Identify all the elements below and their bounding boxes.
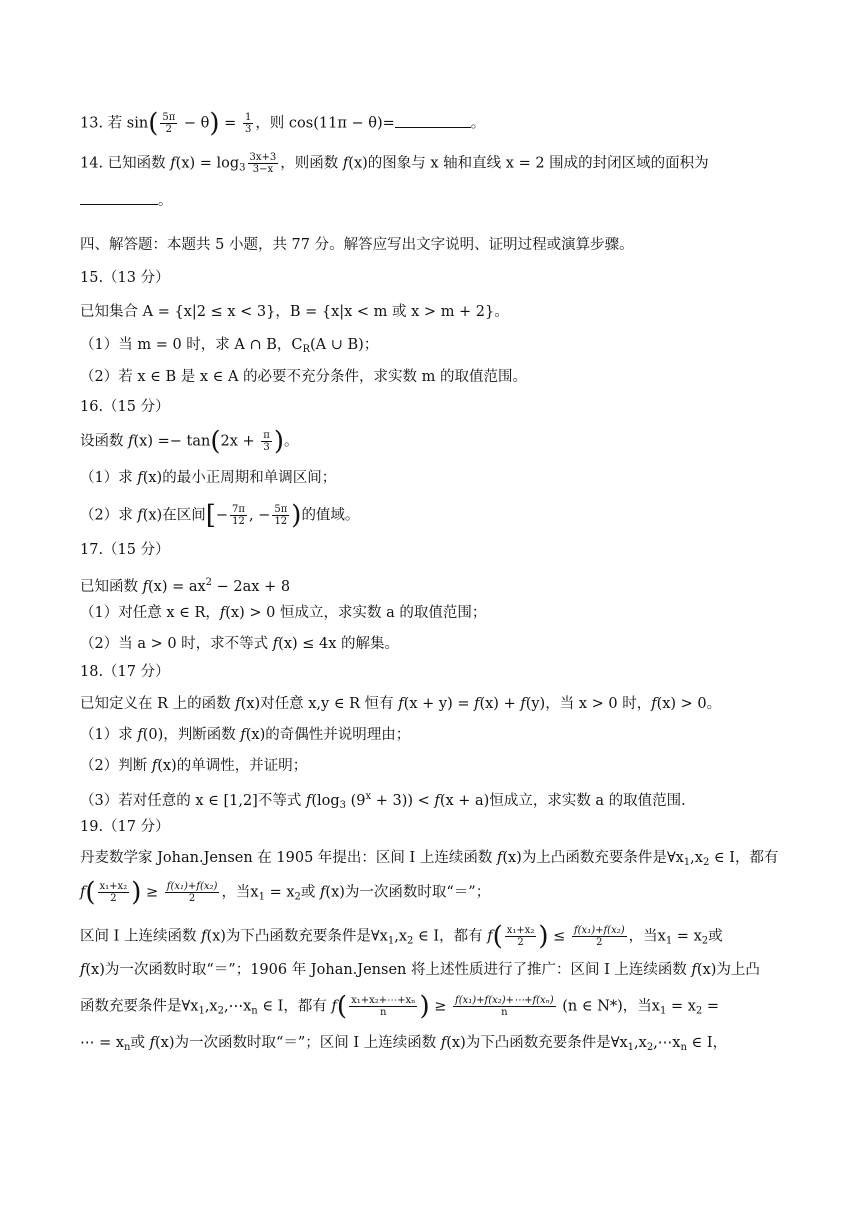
section-4-heading: 四、解答题：本题共 5 小题，共 77 分。解答应写出文字说明、证明过程或演算步骤。 (80, 237, 634, 253)
q17-part2: （2）当 a > 0 时，求不等式 f(x) ≤ 4x 的解集。 (80, 636, 400, 652)
q16-frac-5pi-12: $\frac{5\pi}{12}$ (274, 504, 288, 527)
q18-part1: （1）求 f(0)，判断函数 f(x)的奇偶性并说明理由； (80, 727, 411, 743)
q16-part2: （2）求 f(x)在区间[− $\frac{7\pi}{12}$ , − $\frac{5\pi}{12}$ )的值域。 (80, 500, 360, 531)
q13-sin: sin (126, 115, 149, 132)
q14-frac: $\frac{3x+3}{3-x}$ (249, 152, 277, 175)
q16-frac-7pi-12: $\frac{7\pi}{12}$ (232, 504, 245, 527)
q13-answer-blank[interactable] (395, 113, 471, 128)
q19-line4: f(x)为一次函数时取“＝”；1906 年 Johan.Jensen 将上述性质进行了推广：区间 I 上连续函数 f(x)为上凸 (80, 962, 760, 978)
q18-part2: （2）判断 f(x)的单调性，并证明； (80, 758, 308, 774)
q16-frac-pi-3: $\frac{\pi}{3}$ (263, 430, 270, 453)
q13-frac-5pi-2: $\frac{5\pi}{2}$ (162, 112, 176, 135)
q15-part1: （1）当 m = 0 时，求 A ∩ B，$C_R(A$ ∪ B)； (80, 337, 379, 355)
paren-left: ( (148, 108, 159, 139)
question-14: 14. 已知函数 $f(x) = \log_3$ $\frac{3x+3}{3-x}$ ，则函数 f(x)的图象与 x 轴和直线 x = 2 围成的封闭区域的面积为 (80, 152, 709, 175)
q19-line3: 区间 I 上连续函数 f(x)为下凸函数充要条件是$\forall x_1,x_2$ ∈ I，都有 f( $\frac{\text{x₁+x₂}}{2}$ ) ≤ $\frac{\text{f(x₁)+f(x₂)}}{2}$ ，当$x_1 = x_2$或 (80, 921, 723, 952)
q18-stem: 已知定义在 R 上的函数 f(x)对任意 x,y ∈ R 恒有 f(x + y) = f(x) + f(y)，当 x > 0 时，f(x) > 0。 (80, 696, 722, 712)
q19-line2: f( $\frac{\text{x₁+x₂}}{2}$ ) ≥ $\frac{\text{f(x₁)+f(x₂)}}{2}$ ，当$x_1 = x_2$或 f(x)为一次函数时取“＝”； (80, 877, 491, 908)
q18-part3: （3）若对任意的 x ∈ [1,2]不等式 $f(\log_3$ $(9^x + 3)) < f(x + a)$恒成立，求实数 a 的取值范围. (80, 791, 686, 811)
q15-part2: （2）若 x ∈ B 是 x ∈ A 的必要不充分条件，求实数 m 的取值范围。 (80, 369, 528, 385)
q18-heading: 18.（17 分） (80, 664, 170, 680)
q17-part1: （1）对任意 x ∈ R，f(x) > 0 恒成立，求实数 a 的取值范围； (80, 605, 487, 621)
q13-number: 13. 若 (80, 115, 127, 132)
q17-stem: 已知函数 $f(x) = ax^2 - 2ax + 8$ (80, 577, 291, 595)
q16-heading: 16.（15 分） (80, 399, 170, 415)
paren-right: ) (209, 108, 220, 139)
q17-heading: 17.（15 分） (80, 542, 170, 558)
q19-heading: 19.（17 分） (80, 819, 170, 835)
q19-line6: ⋯ = $x_n$或 f(x)为一次函数时取“＝”；区间 I 上连续函数 f(x)为下凸函数充要条件是$\forall x_1,x_2,\cdots x_n$ ∈ I， (80, 1035, 728, 1053)
question-13: 13. 若 sin( $\frac{5\pi}{2}$ − θ) = $\frac{1}{3}$ ，则 cos(11π − θ)= 。 (80, 108, 486, 139)
question-14-blank-line: 。 (80, 190, 808, 211)
q14-answer-blank[interactable] (80, 190, 158, 205)
q15-heading: 15.（13 分） (80, 270, 170, 286)
q19-line1: 丹麦数学家 Johan.Jensen 在 1905 年提出：区间 I 上连续函数 f(x)为上凸函数充要条件是$\forall x_1,x_2$ ∈ I，都有 (80, 850, 779, 868)
q16-stem: 设函数 f(x) =− tan(2x + $\frac{\pi}{3}$ )。 (80, 426, 299, 457)
q16-part1: （1）求 f(x)的最小正周期和单调区间； (80, 470, 337, 486)
q13-frac-1-3: $\frac{1}{3}$ (244, 112, 252, 135)
q19-line5: 函数充要条件是$\forall x_1,x_2,\cdots x_n$ ∈ I，都有 f( $\frac{\text{x₁+x₂+⋯+xₙ}}{n}$ ) ≥ $\frac{\text{f(x₁)+f(x₂)+⋯+f(xₙ)}}{n}$ (n ∈ N*)，当$x_1 = x_2$ = (80, 991, 720, 1022)
q15-stem: 已知集合 A = {x|2 ≤ x < 3}，B = {x|x < m 或 x > m + 2}。 (80, 304, 509, 320)
